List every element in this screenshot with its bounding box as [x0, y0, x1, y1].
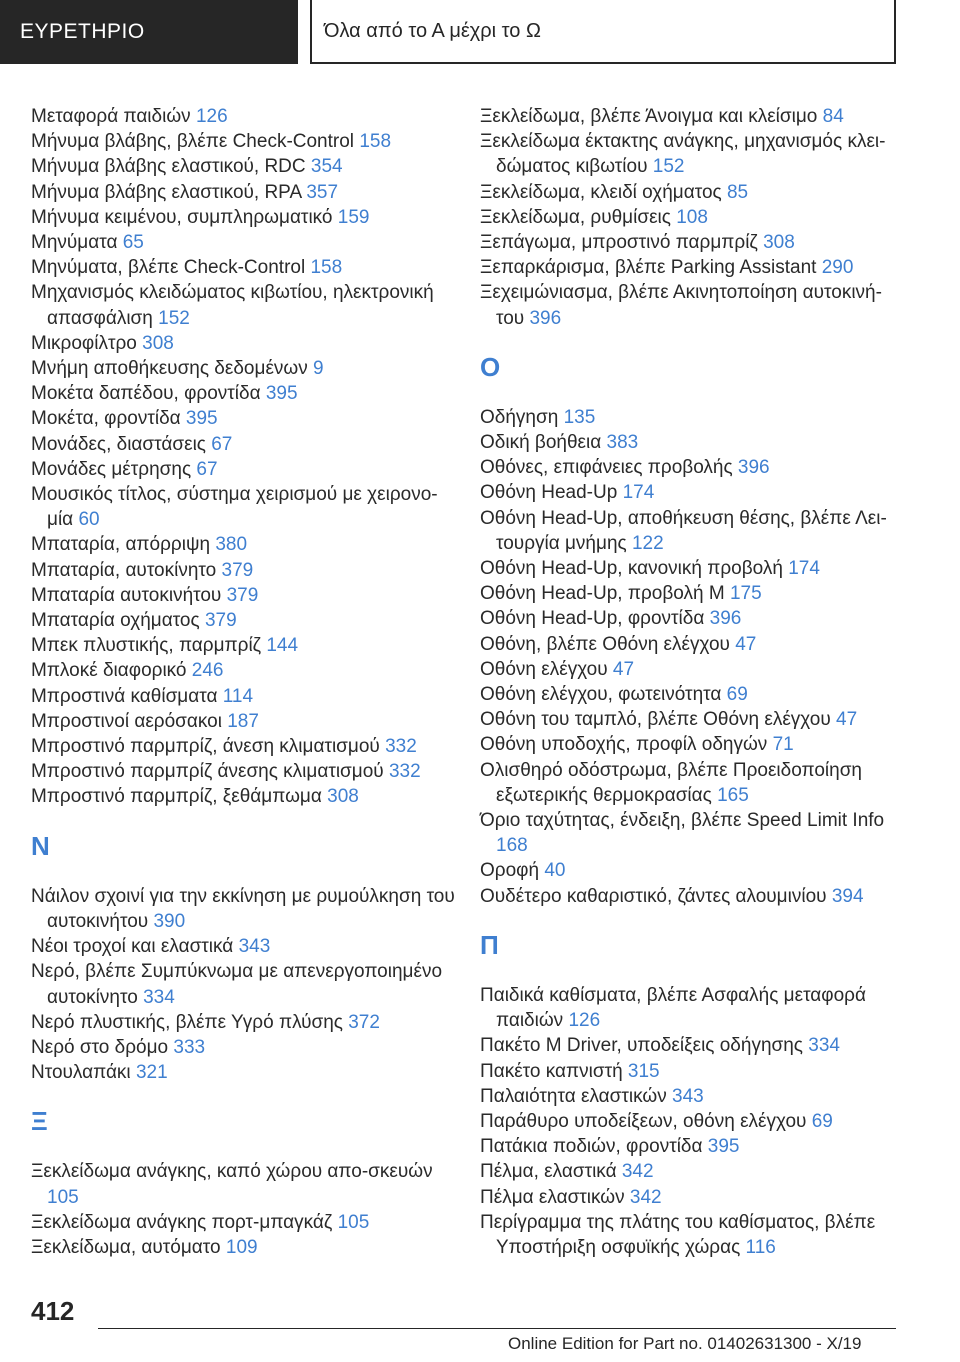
index-entry-text: Μπροστινό παρμπρίζ άνεσης κλιματισμού	[31, 761, 384, 783]
page-reference-link[interactable]: 158	[359, 131, 392, 153]
page-reference-link[interactable]: 308	[142, 332, 174, 354]
page-reference-link[interactable]: 308	[763, 232, 795, 254]
index-entry-text: Ουδέτερο καθαριστικό, ζάντες αλουμινίου	[480, 885, 827, 907]
index-entry-text: Μήνυμα βλάβης ελαστικού, RPA	[31, 181, 302, 203]
index-entry	[480, 1059, 910, 1084]
page-reference-link[interactable]: 395	[185, 408, 218, 430]
index-entry-text: Μοκέτα, φροντίδα	[31, 408, 181, 430]
index-entry	[31, 280, 461, 330]
index-entry	[31, 608, 461, 633]
page-reference-link[interactable]: 116	[745, 1236, 776, 1258]
page-reference-link[interactable]: 334	[808, 1035, 840, 1057]
index-entry	[31, 104, 461, 129]
page-reference-link[interactable]: 126	[195, 106, 228, 127]
page-reference-link[interactable]: 71	[772, 734, 794, 756]
page-reference-link[interactable]: 175	[729, 583, 762, 605]
index-entry-text: Οθόνη Head-Up, κανονική προβολή	[480, 558, 783, 580]
index-entry	[31, 734, 461, 759]
index-entry-text: Ντουλαπάκι	[31, 1062, 131, 1084]
index-entry-text: Οθόνη υποδοχής, προφίλ οδηγών	[480, 734, 768, 756]
section-subtitle: Όλα από το Α μέχρι το Ω	[310, 0, 896, 64]
index-entry	[31, 432, 461, 457]
page-reference-link[interactable]: 67	[196, 458, 218, 480]
index-entry	[480, 808, 910, 858]
index-entry-text: Οθόνη ελέγχου, φωτεινότητα	[480, 684, 722, 706]
index-entry	[31, 583, 461, 608]
index-entry-text: Μπλοκέ διαφορικό	[31, 660, 187, 682]
index-entry	[480, 129, 910, 179]
index-entry-text: Μουσικός τίτλος, σύστημα χειρισμού με χειρονο-μία	[31, 484, 438, 531]
index-entry-text: Οθόνη του ταμπλό, βλέπε Οθόνη ελέγχου	[480, 709, 831, 731]
index-entry-text: Νερό στο δρόμο	[31, 1036, 169, 1058]
index-entry	[31, 356, 461, 381]
index-entry	[31, 230, 461, 255]
index-entry	[31, 784, 461, 809]
index-entry	[31, 1235, 461, 1260]
page-reference-link[interactable]: 354	[310, 156, 343, 178]
index-entry	[480, 205, 910, 230]
index-entry-text: Ξεπάγωμα, μπροστινό παρμπρίζ	[480, 232, 758, 254]
page-reference-link[interactable]: 246	[191, 660, 224, 682]
index-entry-text: Μηχανισμός κλειδώματος κιβωτίου, ηλεκτρονική απασφάλιση	[31, 282, 434, 329]
page-number: 412	[31, 1296, 75, 1326]
page-header	[0, 0, 960, 66]
index-entry	[480, 405, 910, 430]
page-reference-link[interactable]: 332	[388, 761, 421, 783]
index-entry	[480, 1185, 910, 1210]
index-entry	[480, 632, 910, 657]
index-entry-text: Ολισθηρό οδόστρωμα, βλέπε Προειδοποίηση εξωτερικής θερμοκρασίας	[480, 759, 862, 806]
page-reference-link[interactable]: 40	[544, 860, 566, 882]
page-reference-link[interactable]: 379	[204, 610, 237, 632]
index-entry	[480, 682, 910, 707]
index-entry	[480, 1084, 910, 1109]
page-reference-link[interactable]: 108	[676, 206, 708, 228]
index-column-left	[31, 104, 461, 1260]
page-reference-link[interactable]: 394	[831, 885, 864, 907]
page-reference-link[interactable]: 105	[337, 1211, 370, 1233]
index-entry	[31, 684, 461, 709]
page-reference-link[interactable]: 379	[221, 559, 254, 581]
page-reference-link[interactable]: 342	[621, 1161, 654, 1183]
index-entry	[31, 154, 461, 179]
index-entry-text: Παράθυρο υποδείξεων, οθόνη ελέγχου	[480, 1110, 807, 1132]
index-entry-text: Μπροστινό παρμπρίζ, άνεση κλιματισμού	[31, 736, 380, 758]
index-entry-text: Μπεκ πλυστικής, παρμπρίζ	[31, 635, 262, 657]
index-entry-text: Μπαταρία αυτοκινήτου	[31, 584, 222, 606]
page-reference-link[interactable]: 357	[306, 181, 339, 203]
index-entry	[31, 1010, 461, 1035]
index-entry	[31, 457, 461, 482]
index-entry	[31, 180, 461, 205]
page-reference-link[interactable]: 334	[143, 986, 175, 1008]
index-entry	[480, 180, 910, 205]
index-entry	[480, 280, 910, 330]
index-entry-text: Νερό, βλέπε Συμπύκνωμα με απενεργοποιημένο αυτοκίνητο	[31, 961, 443, 1008]
page-reference-link[interactable]: 67	[211, 433, 233, 455]
index-entry	[480, 606, 910, 631]
index-entry-text: Ξεκλείδωμα, αυτόματο	[31, 1236, 221, 1258]
page-reference-link[interactable]: 47	[836, 709, 858, 731]
page-reference-link[interactable]: 152	[652, 156, 685, 178]
page-reference-link[interactable]: 114	[222, 685, 254, 707]
index-entry-text: Μπαταρία, απόρριψη	[31, 534, 211, 556]
index-entry-text: Μπαταρία οχήματος	[31, 610, 200, 632]
page-reference-link[interactable]: 159	[337, 206, 370, 228]
index-entry-text: Μήνυμα βλάβης, βλέπε Check-Control	[31, 131, 355, 153]
page-reference-link[interactable]: 65	[122, 232, 144, 254]
index-entry-text: Ξεχειμώνιασμα, βλέπε Ακινητοποίηση αυτοκινή-του	[480, 282, 882, 329]
index-entry-text: Μικροφίλτρο	[31, 332, 137, 354]
index-entry	[480, 230, 910, 255]
page-reference-link[interactable]: 380	[215, 534, 248, 556]
index-entry	[480, 858, 910, 883]
index-entry	[480, 1033, 910, 1058]
page-reference-link[interactable]: 85	[726, 181, 749, 203]
index-entry-text: Ξεκλείδωμα, κλειδί οχήματος	[480, 181, 722, 203]
index-entry	[480, 983, 910, 1033]
index-entry	[31, 532, 461, 557]
page-reference-link[interactable]: 396	[737, 457, 770, 479]
index-letter-heading: Π	[480, 929, 499, 960]
page-reference-link[interactable]: 372	[348, 1011, 380, 1033]
index-entry	[31, 884, 461, 934]
index-entry-text: Μεταφορά παιδιών	[31, 106, 191, 127]
index-entry	[31, 934, 461, 959]
index-entry	[480, 657, 910, 682]
index-entry	[480, 581, 910, 606]
index-entry	[31, 709, 461, 734]
index-entry-text: Οθόνη Head-Up, φροντίδα	[480, 608, 705, 630]
page-reference-link[interactable]: 165	[717, 784, 749, 806]
page-reference-link[interactable]: 69	[811, 1110, 833, 1132]
index-entry	[31, 658, 461, 683]
index-entry	[480, 1210, 910, 1260]
index-entry	[480, 255, 910, 280]
index-entry	[31, 759, 461, 784]
index-entry-text: Πακέτο καπνιστή	[480, 1060, 623, 1082]
index-letter-heading: Ο	[480, 351, 501, 382]
index-entry	[31, 1035, 461, 1060]
index-entry-text: Πακέτο M Driver, υποδείξεις οδήγησης	[480, 1035, 803, 1057]
index-entry	[31, 959, 461, 1009]
index-entry-text: Πέλμα, ελαστικά	[480, 1161, 617, 1183]
page-reference-link[interactable]: 122	[631, 532, 664, 554]
index-entry-text: Μνήμη αποθήκευσης δεδομένων	[31, 358, 308, 380]
index-letter-heading: Ν	[31, 830, 50, 861]
index-entry-text: Μήνυμα βλάβης ελαστικού, RDC	[31, 156, 306, 178]
index-entry-text: Οθόνη, βλέπε Οθόνη ελέγχου	[480, 633, 730, 655]
page-reference-link[interactable]: 9	[313, 358, 324, 380]
page-reference-link[interactable]: 379	[226, 584, 259, 606]
index-entry-text: Μονάδες, διαστάσεις	[31, 433, 206, 455]
index-entry-text: Πατάκια ποδιών, φροντίδα	[480, 1136, 703, 1158]
page-reference-link[interactable]: 343	[238, 936, 271, 958]
page-reference-link[interactable]: 332	[385, 736, 417, 758]
index-entry	[480, 506, 910, 556]
index-letter-heading: Ξ	[31, 1106, 48, 1137]
section-title: ΕΥΡΕΤΗΡΙΟ	[0, 0, 298, 64]
index-entry-text: Ξεκλείδωμα, βλέπε Άνοιγμα και κλείσιμο	[480, 106, 818, 127]
index-entry-text: Οθόνες, επιφάνειες προβολής	[480, 457, 733, 479]
index-entry	[480, 732, 910, 757]
page-reference-link[interactable]: 308	[327, 786, 359, 808]
page-reference-link[interactable]: 144	[266, 635, 299, 657]
index-entry	[31, 558, 461, 583]
index-entry	[480, 455, 910, 480]
index-entry-text: Μηνύματα, βλέπε Check-Control	[31, 257, 306, 279]
index-entry-text: Νάιλον σχοινί για την εκκίνηση με ρυμούλκηση του αυτοκινήτου	[31, 885, 455, 932]
index-entry	[480, 707, 910, 732]
index-entry	[31, 1159, 461, 1209]
index-entry	[31, 205, 461, 230]
page-reference-link[interactable]: 47	[735, 633, 757, 655]
page-reference-link[interactable]: 168	[496, 835, 528, 857]
index-entry	[480, 104, 910, 129]
page-reference-link[interactable]: 383	[606, 432, 639, 454]
index-entry-text: Οδική βοήθεια	[480, 432, 602, 454]
index-entry	[31, 381, 461, 406]
page-reference-link[interactable]: 395	[265, 383, 298, 405]
index-entry-text: Μοκέτα δαπέδου, φροντίδα	[31, 383, 261, 405]
page-reference-link[interactable]: 84	[822, 106, 844, 127]
index-entry-text: Οδήγηση	[480, 406, 559, 428]
index-entry-text: Οθόνη Head-Up, αποθήκευση θέσης, βλέπε Λει-τουργία μνήμης	[480, 507, 887, 554]
index-column-right	[480, 104, 910, 1260]
index-entry-text: Μήνυμα κειμένου, συμπληρωματικό	[31, 206, 333, 228]
footer-divider	[98, 1328, 896, 1329]
index-entry-text: Ξεκλείδωμα ανάγκης πορτ-μπαγκάζ	[31, 1211, 333, 1233]
index-entry	[480, 430, 910, 455]
page-reference-link[interactable]: 135	[563, 406, 596, 428]
index-entry	[480, 1134, 910, 1159]
page-reference-link[interactable]: 396	[709, 608, 742, 630]
index-entry	[31, 406, 461, 431]
index-entry-text: Πέλμα ελαστικών	[480, 1186, 625, 1208]
index-entry-text: Ξεκλείδωμα, ρυθμίσεις	[480, 206, 671, 228]
page-reference-link[interactable]: 152	[158, 307, 190, 329]
page-reference-link[interactable]: 333	[173, 1036, 206, 1058]
index-entry-text: Οθόνη ελέγχου	[480, 658, 608, 680]
page-reference-link[interactable]: 390	[153, 910, 186, 932]
page-reference-link[interactable]: 174	[788, 558, 820, 580]
index-entry	[480, 884, 910, 909]
page-reference-link[interactable]: 109	[225, 1236, 258, 1258]
index-entry	[480, 1109, 910, 1134]
page-reference-link[interactable]: 290	[821, 257, 854, 279]
index-entry	[31, 255, 461, 280]
index-entry	[31, 129, 461, 154]
page-reference-link[interactable]: 396	[529, 307, 562, 329]
index-entry-text: Μονάδες μέτρησης	[31, 458, 192, 480]
index-entry	[31, 1060, 461, 1085]
index-entry	[31, 331, 461, 356]
index-entry-text: Νερό πλυστικής, βλέπε Υγρό πλύσης	[31, 1011, 343, 1033]
index-entry-text: Όριο ταχύτητας, ένδειξη, βλέπε Speed Limit Info	[480, 810, 885, 832]
page-reference-link[interactable]: 60	[78, 509, 100, 531]
page-reference-link[interactable]: 126	[568, 1010, 601, 1032]
page-reference-link[interactable]: 343	[672, 1085, 704, 1107]
edition-info: Online Edition for Part no. 01402631300 - X/19	[508, 1334, 862, 1353]
index-entry-text: Περίγραμμα της πλάτης του καθίσματος, βλέπε Υποστήριξη οσφυϊκής χώρας	[480, 1211, 876, 1258]
index-entry	[31, 482, 461, 532]
index-entry-text: Νέοι τροχοί και ελαστικά	[31, 936, 234, 958]
index-entry-text: Οροφή	[480, 860, 540, 882]
index-entry	[480, 480, 910, 505]
index-entry-text: Ξεκλείδωμα ανάγκης, καπό χώρου απο-σκευών	[31, 1161, 433, 1183]
index-entry	[480, 556, 910, 581]
index-entry-text: Ξεκλείδωμα έκτακτης ανάγκης, μηχανισμός κλει-δώματος κιβωτίου	[480, 131, 886, 178]
page-reference-link[interactable]: 69	[726, 684, 748, 706]
index-entry	[480, 1159, 910, 1184]
index-entry-text: Μπροστινό παρμπρίζ, ξεθάμπωμα	[31, 786, 322, 808]
page-reference-link[interactable]: 105	[47, 1186, 79, 1208]
index-entry	[31, 633, 461, 658]
index-entry-text: Μηνύματα	[31, 232, 118, 254]
index-entry-text: Οθόνη Head-Up	[480, 482, 618, 504]
page-reference-link[interactable]: 47	[612, 658, 635, 680]
page-reference-link[interactable]: 342	[629, 1186, 662, 1208]
page-reference-link[interactable]: 187	[227, 710, 259, 732]
page-reference-link[interactable]: 321	[135, 1062, 168, 1084]
index-entry-text: Παλαιότητα ελαστικών	[480, 1085, 667, 1107]
index-entry	[31, 1210, 461, 1235]
index-entry-text: Μπροστινά καθίσματα	[31, 685, 218, 707]
index-entry-text: Ξεπαρκάρισμα, βλέπε Parking Assistant	[480, 257, 817, 279]
index-entry-text: Οθόνη Head-Up, προβολή M	[480, 583, 725, 605]
index-entry-text: Παιδικά καθίσματα, βλέπε Ασφαλής μεταφορά παιδιών	[480, 984, 866, 1032]
index-entry-text: Μπαταρία, αυτοκίνητο	[31, 559, 217, 581]
index-entry	[480, 758, 910, 808]
page-reference-link[interactable]: 174	[622, 482, 655, 504]
index-entry-text: Μπροστινοί αερόσακοι	[31, 710, 222, 732]
page-reference-link[interactable]: 395	[707, 1136, 740, 1158]
page-reference-link[interactable]: 315	[627, 1060, 660, 1082]
page-reference-link[interactable]: 158	[310, 257, 343, 279]
